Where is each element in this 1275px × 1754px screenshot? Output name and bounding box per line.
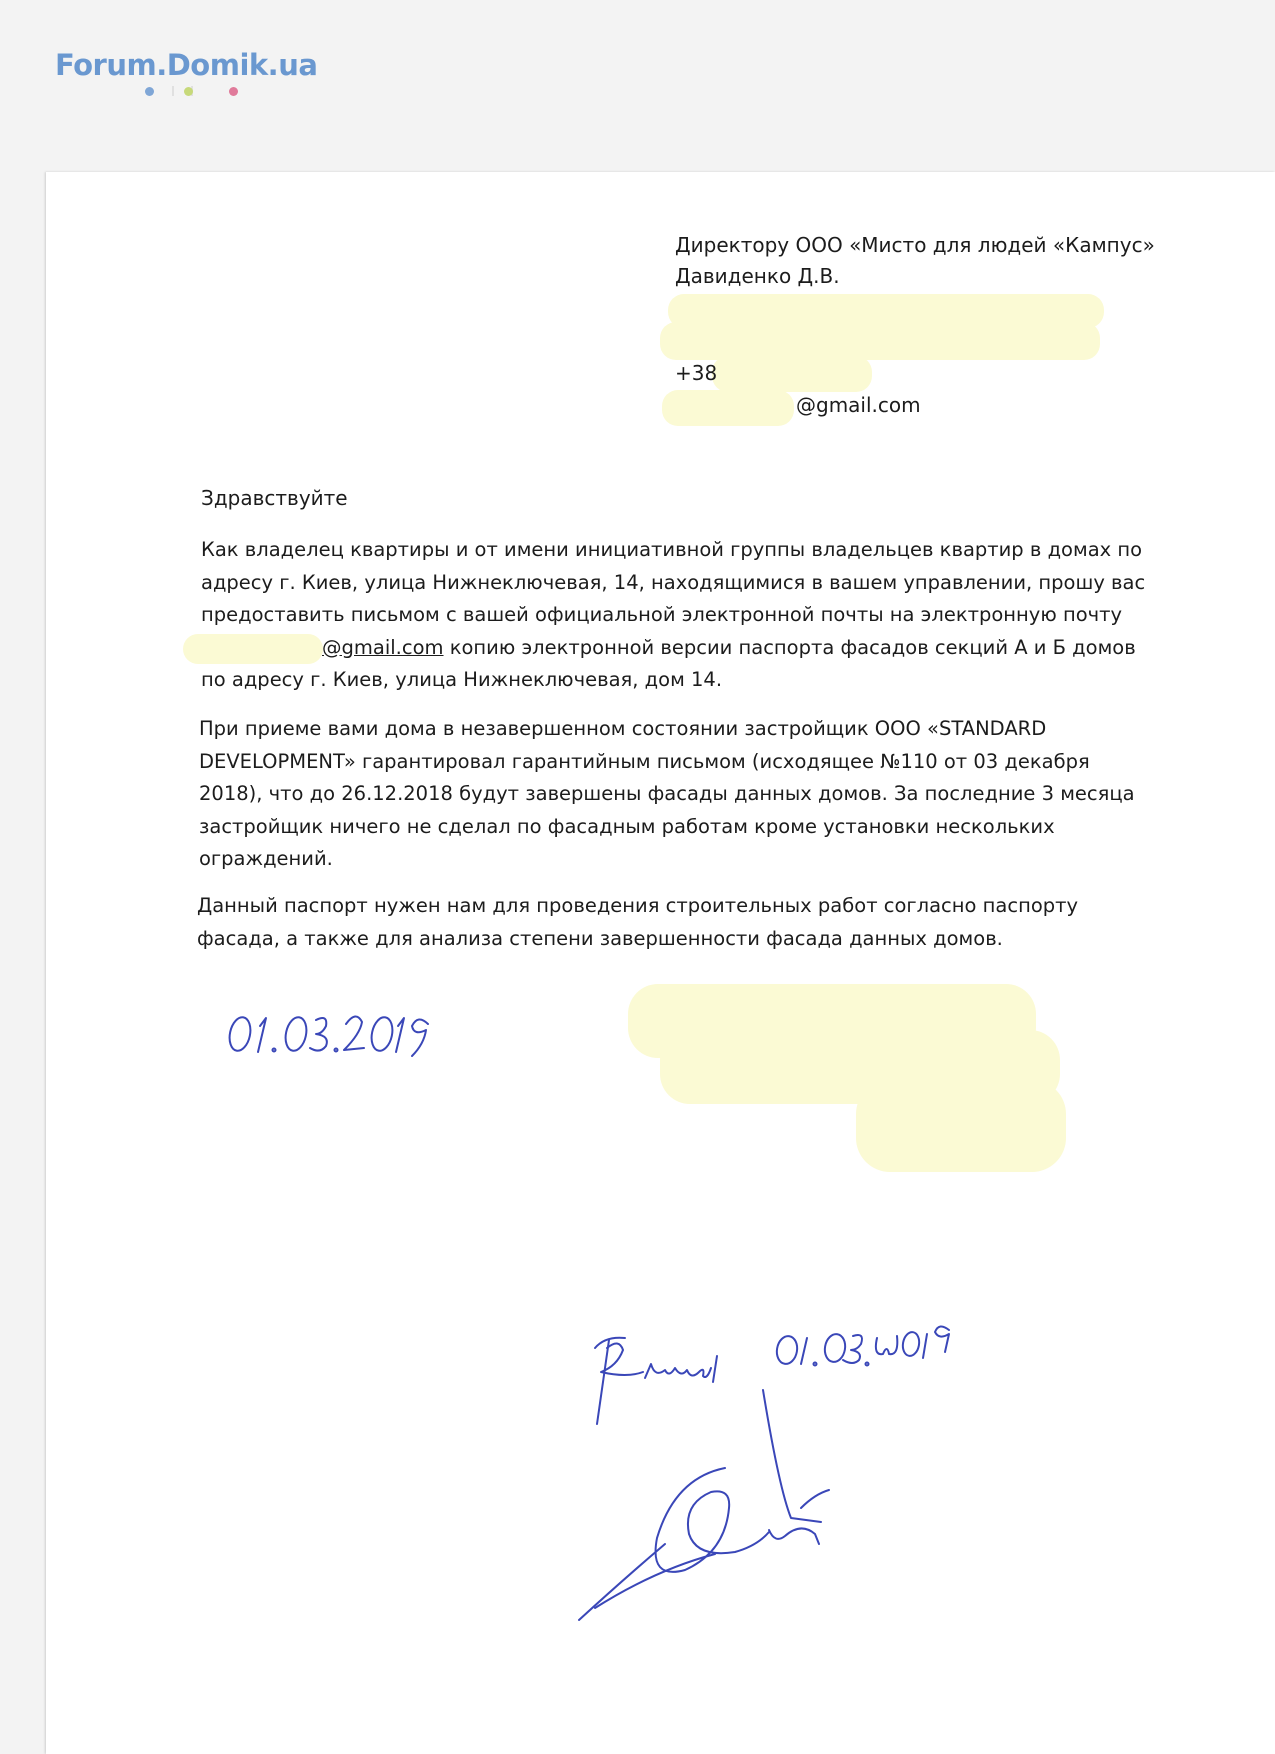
recipient-name: Давиденко Д.В. xyxy=(675,264,840,288)
redacted-address-line2 xyxy=(660,322,1100,360)
paragraph-line: 2018), что до 26.12.2018 будут завершены фасады данных домов. За последние 3 месяца xyxy=(199,782,1135,805)
redacted-email-inline xyxy=(183,634,323,664)
recipient-title: Директору ООО «Мисто для людей «Кампус» xyxy=(675,233,1155,257)
paragraph-line: адресу г. Киев, улица Нижнеключевая, 14, находящимися в вашем управлении, прошу вас xyxy=(201,570,1146,594)
redacted-email-local xyxy=(662,390,794,426)
watermark-dots xyxy=(55,84,317,98)
watermark-dot-blue xyxy=(145,87,154,96)
redacted-phone xyxy=(712,356,872,392)
watermark-dot-green xyxy=(184,87,193,96)
paragraph-purpose xyxy=(197,890,1147,955)
paragraph-text: копию электронной версии паспорта фасадов секций А и Б домов xyxy=(443,635,1136,659)
watermark-dot-pink xyxy=(229,87,238,96)
paragraph-request xyxy=(201,534,1151,697)
paragraph-line: ограждений. xyxy=(199,847,333,870)
paragraph-line: застройщик ничего не сделал по фасадным работам кроме установки нескольких xyxy=(199,814,1055,838)
paragraph-line: Данный паспорт нужен нам для проведения строительных работ согласно паспорту xyxy=(197,894,1079,917)
paragraph-line: Как владелец квартиры и от имени инициативной группы владельцев квартир в домах по xyxy=(201,538,1143,561)
redacted-signature-block xyxy=(856,1080,1066,1172)
paragraph-line: При приеме вами дома в незавершенном состоянии застройщик ООО «STANDARD xyxy=(199,717,1047,740)
recipient-email: @gmail.com xyxy=(796,393,921,417)
paragraph-line: фасада, а также для анализа степени завершенности фасада данных домов. xyxy=(197,926,1003,950)
paragraph-line: DEVELOPMENT» гарантировал гарантийным письмом (исходящее №110 от 03 декабря xyxy=(199,749,1090,773)
watermark-tick xyxy=(172,86,174,96)
forum-domik-watermark xyxy=(55,48,317,98)
watermark-text: Forum.Domik.ua xyxy=(55,48,318,82)
recipient-phone: +38 xyxy=(675,361,718,385)
paragraph-developer xyxy=(199,713,1149,876)
paragraph-line: предоставить письмом с вашей официальной электронной почты на электронную почту xyxy=(201,603,1123,626)
greeting: Здравствуйте xyxy=(201,486,348,510)
paragraph-line xyxy=(201,632,1151,665)
contact-email: @gmail.com xyxy=(322,635,444,659)
paragraph-line: по адресу г. Киев, улица Нижнеключевая, дом 14. xyxy=(201,668,723,691)
